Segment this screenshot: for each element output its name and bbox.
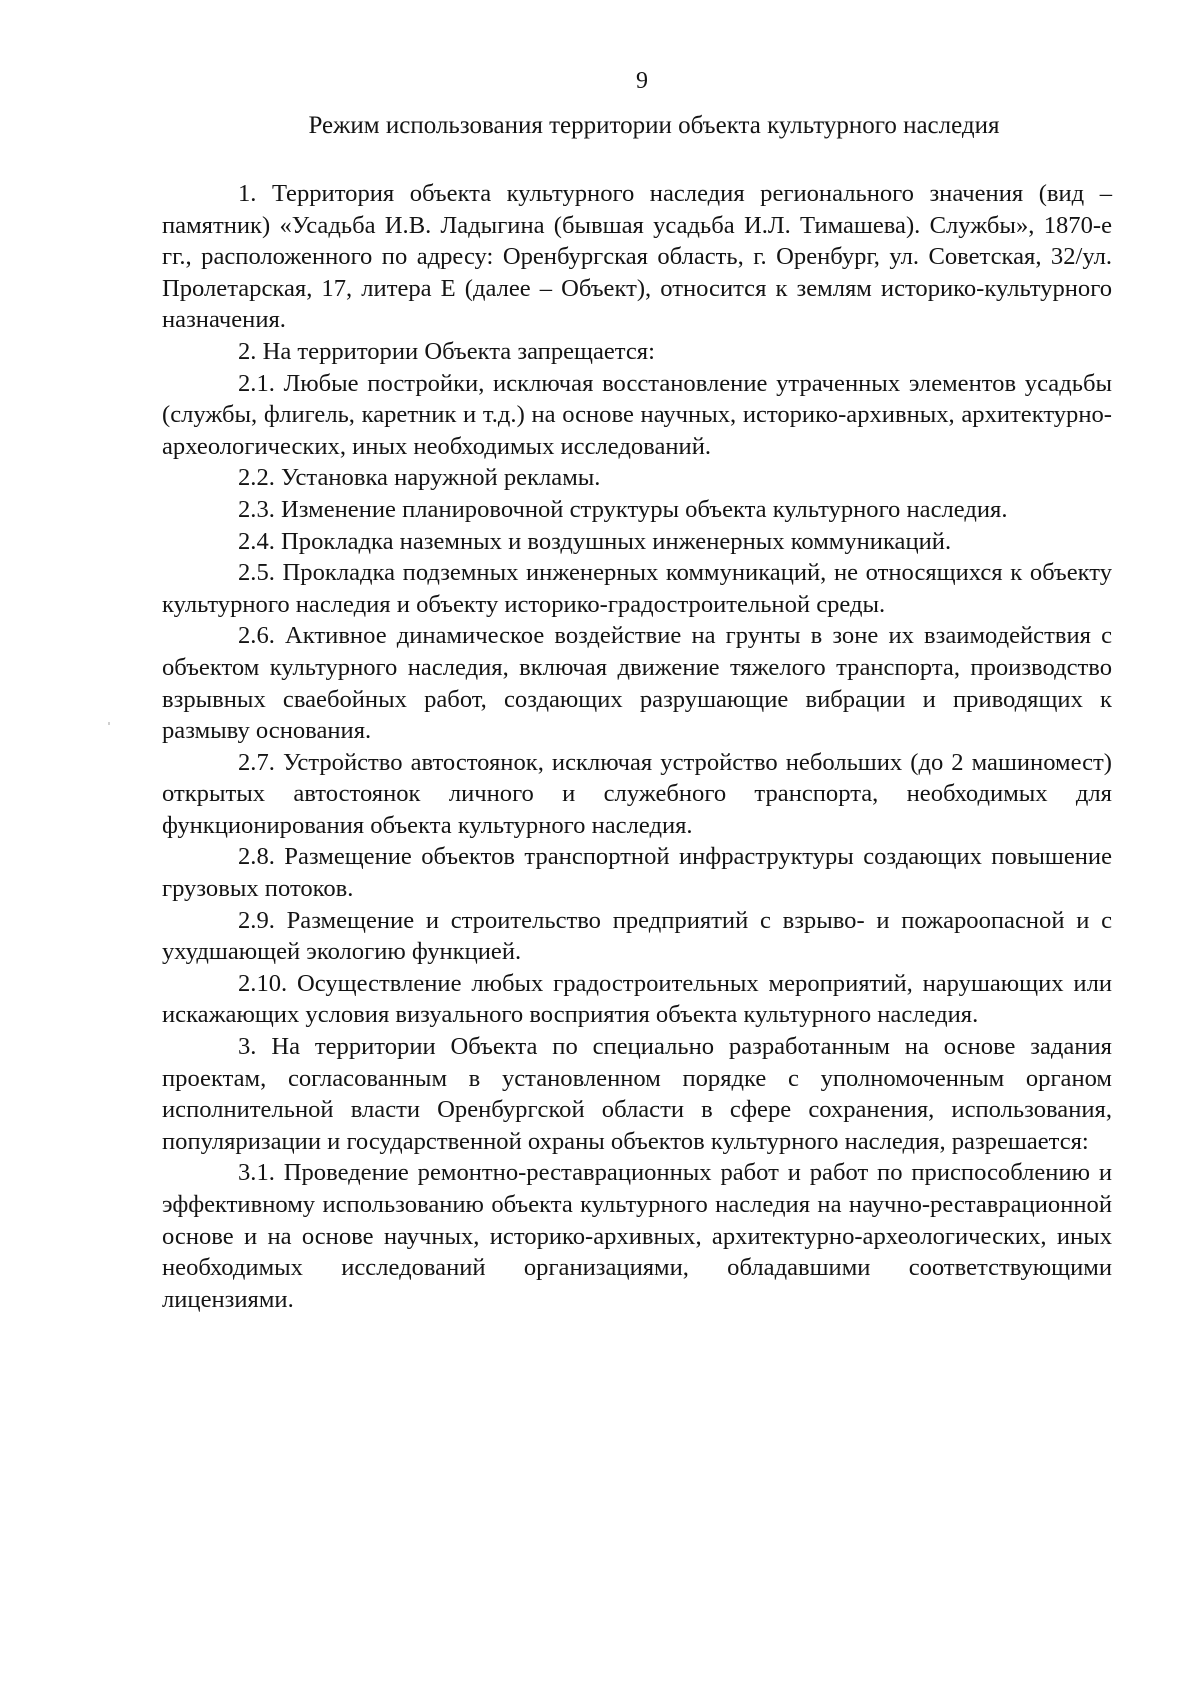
paragraph-3-1: 3.1. Проведение ремонтно-реставрационных работ и работ по приспособлению и эффективному использованию объекта культурного наследия на научно-реставрационной основе и на основе научных, историко-архивных, архитектурно-археологических, иных необходимых исследований организациями, обладавшими соответствующими лицензиями. [162, 1159, 1112, 1313]
page-number: 9 [636, 68, 648, 94]
scan-artifact [108, 722, 110, 725]
paragraph-2-1: 2.1. Любые постройки, исключая восстановление утраченных элементов усадьбы (службы, флигель, каретник и т.д.) на основе научных, историко-архивных, архитектурно-археологических, иных необходимых исследований. [162, 369, 1112, 460]
document-body [162, 178, 1112, 1315]
paragraph-2-6: 2.6. Активное динамическое воздействие на грунты в зоне их взаимодействия с объектом культурного наследия, включая движение тяжелого транспорта, производство взрывных сваебойных работ, создающих разрушающие вибрации и приводящих к размыву основания. [162, 622, 1112, 745]
paragraph-2-8: 2.8. Размещение объектов транспортной инфраструктуры создающих повышение грузовых потоков. [162, 843, 1112, 903]
paragraph-2-7: 2.7. Устройство автостоянок, исключая устройство небольших (до 2 машиномест) открытых автостоянок личного и служебного транспорта, необходимых для функционирования объекта культурного наследия. [162, 748, 1112, 839]
paragraph-2-3: 2.3. Изменение планировочной структуры объекта культурного наследия. [238, 495, 1008, 523]
paragraph-1: 1. Территория объекта культурного наследия регионального значения (вид – памятник) «Усадьба И.В. Ладыгина (бывшая усадьба И.Л. Тимашева). Службы», 1870-е гг., расположенного по адресу: Оренбургская область, г. Оренбург, ул. Советская, 32/ул. Пролетарская, 17, литера Е (далее – Объект), относится к землям историко-культурного назначения. [162, 180, 1112, 334]
paragraph-2-10: 2.10. Осуществление любых градостроительных мероприятий, нарушающих или искажающих условия визуального восприятия объекта культурного наследия. [162, 969, 1112, 1029]
paragraph-2-9: 2.9. Размещение и строительство предприятий с взрыво- и пожароопасной и с ухудшающей экологию функцией. [162, 906, 1112, 966]
paragraph-2-2: 2.2. Установка наружной рекламы. [238, 464, 601, 492]
paragraph-2-4: 2.4. Прокладка наземных и воздушных инженерных коммуникаций. [238, 527, 952, 555]
paragraph-2-5: 2.5. Прокладка подземных инженерных коммуникаций, не относящихся к объекту культурного наследия и объекту историко-градостроительной среды. [162, 559, 1112, 618]
document-title: Режим использования территории объекта культурного наследия [308, 112, 1000, 139]
paragraph-3: 3. На территории Объекта по специально разработанным на основе задания проектам, согласованным в установленном порядке с уполномоченным органом исполнительной власти Оренбургской области в сфере сохранения, использования, популяризации и государственной охраны объектов культурного наследия, разрешается: [162, 1033, 1112, 1155]
paragraph-2: 2. На территории Объекта запрещается: [238, 337, 655, 365]
